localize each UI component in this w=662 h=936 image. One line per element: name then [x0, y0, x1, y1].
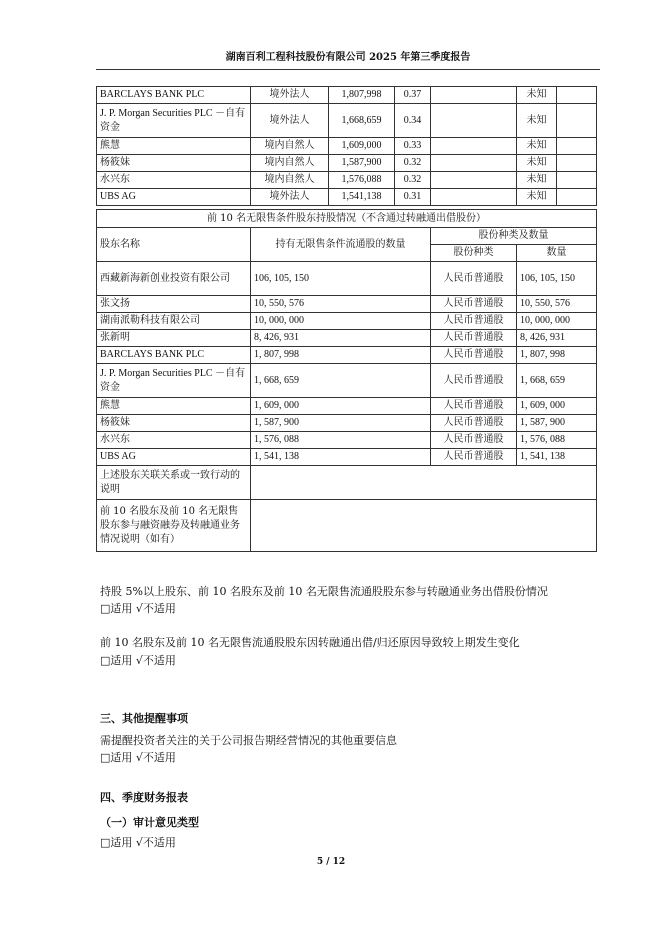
header-share-type: 股份种类 [431, 245, 517, 262]
holder-name-cell: 杨筱妹 [97, 155, 251, 172]
unrestricted-qty-cell: 8, 426, 931 [251, 330, 431, 347]
restricted-cell [431, 172, 517, 189]
shares-cell: 1,807,998 [329, 87, 395, 104]
holder-name-cell: 西藏新海新创业投资有限公司 [97, 262, 251, 296]
table-row [97, 500, 597, 552]
share-type-cell: 人民币普通股 [431, 347, 517, 364]
share-type-cell: 人民币普通股 [431, 313, 517, 330]
share-amount-cell: 106, 105, 150 [517, 262, 597, 296]
percent-cell: 0.31 [395, 189, 431, 206]
share-type-cell: 人民币普通股 [431, 330, 517, 347]
table-row [97, 313, 597, 330]
pledge-status-cell: 未知 [517, 189, 557, 206]
header-holder-name: 股东名称 [97, 228, 251, 262]
pledge-number-cell [557, 104, 597, 138]
restricted-cell [431, 87, 517, 104]
table-row [97, 347, 597, 364]
restricted-cell [431, 104, 517, 138]
audit-choice: □适用 √不适用 [100, 836, 176, 849]
top-shareholders-table [96, 86, 597, 206]
restricted-cell [431, 155, 517, 172]
percent-cell: 0.34 [395, 104, 431, 138]
holder-name-cell: BARCLAYS BANK PLC [97, 87, 251, 104]
holder-name-cell: 张新明 [97, 330, 251, 347]
unrestricted-qty-cell: 106, 105, 150 [251, 262, 431, 296]
financial-heading: 四、季度财务报表 [100, 791, 188, 804]
page-header: 湖南百利工程科技股份有限公司 2025 年第三季度报告 [96, 48, 600, 70]
share-type-cell: 人民币普通股 [431, 449, 517, 466]
holder-nature-cell: 境外法人 [251, 189, 329, 206]
related-party-note-value [251, 466, 597, 500]
unrestricted-qty-cell: 1, 587, 900 [251, 415, 431, 432]
restricted-cell [431, 138, 517, 155]
table-row [97, 155, 597, 172]
holder-name-cell: 熊慧 [97, 398, 251, 415]
unrestricted-qty-cell: 1, 576, 088 [251, 432, 431, 449]
share-type-cell: 人民币普通股 [431, 296, 517, 313]
related-party-note-label: 上述股东关联关系或一致行动的说明 [97, 466, 251, 500]
unrestricted-title: 前 10 名无限售条件股东持股情况（不含通过转融通出借股份） [97, 210, 597, 228]
share-amount-cell: 1, 609, 000 [517, 398, 597, 415]
page-number: 5 / 12 [316, 857, 346, 867]
table-row [97, 415, 597, 432]
pledge-status-cell: 未知 [517, 104, 557, 138]
holder-name-cell: UBS AG [97, 189, 251, 206]
change-choice: □适用 √不适用 [100, 654, 176, 667]
pledge-number-cell [557, 172, 597, 189]
holder-name-cell: 熊慧 [97, 138, 251, 155]
holder-nature-cell: 境外法人 [251, 87, 329, 104]
shares-cell: 1,587,900 [329, 155, 395, 172]
holder-name-cell: J. P. Morgan Securities PLC －自有资金 [97, 104, 251, 138]
pledge-status-cell: 未知 [517, 138, 557, 155]
other-heading: 三、其他提醒事项 [100, 712, 188, 725]
holder-name-cell: J. P. Morgan Securities PLC －自有资金 [97, 364, 251, 398]
unrestricted-qty-cell: 1, 807, 998 [251, 347, 431, 364]
shares-cell: 1,541,138 [329, 189, 395, 206]
table-row [97, 432, 597, 449]
shares-cell: 1,668,659 [329, 104, 395, 138]
share-amount-cell: 1, 576, 088 [517, 432, 597, 449]
holder-nature-cell: 境内自然人 [251, 155, 329, 172]
share-amount-cell: 1, 668, 659 [517, 364, 597, 398]
table-row [97, 189, 597, 206]
holder-name-cell: UBS AG [97, 449, 251, 466]
unrestricted-qty-cell: 1, 668, 659 [251, 364, 431, 398]
pledge-number-cell [557, 155, 597, 172]
table-row [97, 262, 597, 296]
share-type-cell: 人民币普通股 [431, 262, 517, 296]
shares-cell: 1,609,000 [329, 138, 395, 155]
share-amount-cell: 8, 426, 931 [517, 330, 597, 347]
pledge-status-cell: 未知 [517, 172, 557, 189]
table-row [97, 449, 597, 466]
holder-nature-cell: 境内自然人 [251, 172, 329, 189]
header-qty: 数量 [517, 245, 597, 262]
lending-title: 持股 5%以上股东、前 10 名股东及前 10 名无限售流通股股东参与转融通业务出借股份情况 [100, 585, 548, 598]
pledge-number-cell [557, 87, 597, 104]
percent-cell: 0.37 [395, 87, 431, 104]
share-type-cell: 人民币普通股 [431, 364, 517, 398]
share-amount-cell: 10, 550, 576 [517, 296, 597, 313]
table-row [97, 466, 597, 500]
pledge-number-cell [557, 189, 597, 206]
table-row [97, 364, 597, 398]
holder-name-cell: 杨筱妹 [97, 415, 251, 432]
table-row [97, 87, 597, 104]
header-share-type-group: 股份种类及数量 [431, 228, 597, 245]
unrestricted-qty-cell: 1, 541, 138 [251, 449, 431, 466]
percent-cell: 0.33 [395, 138, 431, 155]
table-row [97, 398, 597, 415]
holder-nature-cell: 境外法人 [251, 104, 329, 138]
unrestricted-shareholders-table [96, 209, 597, 552]
restricted-cell [431, 189, 517, 206]
percent-cell: 0.32 [395, 172, 431, 189]
holder-nature-cell: 境内自然人 [251, 138, 329, 155]
percent-cell: 0.32 [395, 155, 431, 172]
margin-trading-note-value [251, 500, 597, 552]
table-row [97, 330, 597, 347]
header-unrestricted-qty: 持有无限售条件流通股的数量 [251, 228, 431, 262]
table-row [97, 172, 597, 189]
unrestricted-qty-cell: 1, 609, 000 [251, 398, 431, 415]
pledge-status-cell: 未知 [517, 87, 557, 104]
holder-name-cell: 水兴东 [97, 432, 251, 449]
audit-heading: （一）审计意见类型 [100, 816, 199, 829]
share-amount-cell: 1, 541, 138 [517, 449, 597, 466]
holder-name-cell: 湖南派勒科技有限公司 [97, 313, 251, 330]
other-choice: □适用 √不适用 [100, 751, 176, 764]
table-row [97, 138, 597, 155]
holder-name-cell: 张文扬 [97, 296, 251, 313]
shares-cell: 1,576,088 [329, 172, 395, 189]
unrestricted-qty-cell: 10, 000, 000 [251, 313, 431, 330]
lending-choice: □适用 √不适用 [100, 602, 176, 615]
pledge-number-cell [557, 138, 597, 155]
unrestricted-qty-cell: 10, 550, 576 [251, 296, 431, 313]
pledge-status-cell: 未知 [517, 155, 557, 172]
share-amount-cell: 1, 807, 998 [517, 347, 597, 364]
holder-name-cell: BARCLAYS BANK PLC [97, 347, 251, 364]
share-type-cell: 人民币普通股 [431, 432, 517, 449]
share-type-cell: 人民币普通股 [431, 398, 517, 415]
holder-name-cell: 水兴东 [97, 172, 251, 189]
share-type-cell: 人民币普通股 [431, 415, 517, 432]
share-amount-cell: 10, 000, 000 [517, 313, 597, 330]
share-amount-cell: 1, 587, 900 [517, 415, 597, 432]
table-row [97, 296, 597, 313]
table-row [97, 104, 597, 138]
margin-trading-note-label: 前 10 名股东及前 10 名无限售股东参与融资融券及转融通业务情况说明（如有） [97, 500, 251, 552]
other-text: 需提醒投资者关注的关于公司报告期经营情况的其他重要信息 [100, 734, 397, 747]
change-title: 前 10 名股东及前 10 名无限售流通股股东因转融通出借/归还原因导致较上期发生变化 [100, 636, 520, 649]
